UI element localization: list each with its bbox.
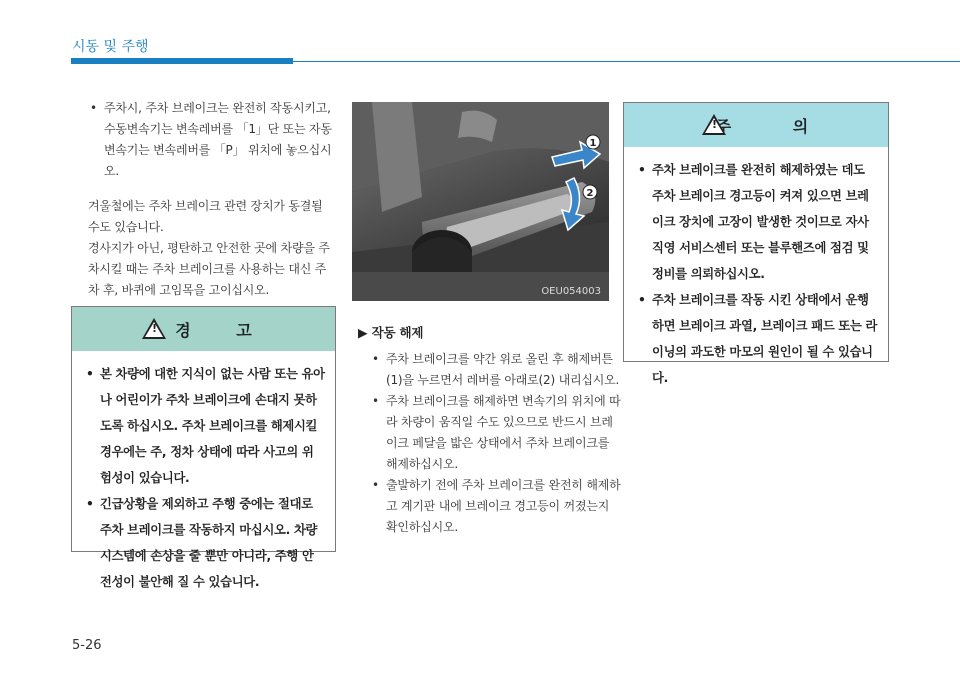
left-bullet-list [88, 98, 336, 182]
paragraph: 겨울철에는 주차 브레이크 관련 장치가 동결될 수도 있습니다. [88, 199, 323, 234]
callout-1: 1 [589, 138, 597, 149]
list-item: • 주차 브레이크를 완전히 해제하였는 데도 주차 브레이크 경고등이 켜져 있으면 브레이크 장치에 고장이 발생한 것이므로 자사 직영 서비스센터 또는 블루핸즈에 점검 및 정비를 의뢰하십시오. [636, 157, 878, 287]
header-accent-bar [71, 58, 293, 64]
caution-title: 주 의 [715, 116, 837, 136]
caution-box [623, 102, 889, 385]
middle-column [358, 322, 621, 538]
warning-triangle-icon: ! [142, 318, 166, 339]
left-column [88, 98, 336, 301]
list-item: • 주차 브레이크를 해제하면 변속기의 위치에 따라 차량이 움직일 수도 있으므로 반드시 브레이크 페달을 밟은 상태에서 주차 브레이크를 해제하십시오. [370, 391, 622, 475]
section-title: ▶ 작동 해제 [358, 325, 424, 340]
list-item: • 본 차량에 대한 지식이 없는 사람 또는 유아나 어린이가 주차 브레이크에 손대지 못하도록 하십시오. 주차 브레이크를 해제시킬 경우에는 주, 정차 상태에 따라 사고의 위험성이 있습니다. [84, 361, 325, 491]
warning-triangle-icon: ! [702, 114, 726, 135]
caution-box-header [624, 103, 888, 147]
section-header-title: 시동 및 주행 [72, 39, 149, 55]
parking-brake-photo [352, 102, 609, 301]
middle-bullet-list [358, 349, 622, 538]
list-item: • 주차 브레이크를 약간 위로 올린 후 해제버튼(1)을 누르면서 레버를 아래로(2) 내리십시오. [370, 349, 622, 391]
callout-2: 2 [586, 188, 594, 199]
warning-box [71, 306, 336, 589]
list-item: • 주차 브레이크를 작동 시킨 상태에서 운행하면 브레이크 과열, 브레이크 패드 또는 라이닝의 과도한 마모의 원인이 될 수 있습니다. [636, 287, 878, 391]
warning-box-header [72, 307, 335, 351]
caution-box-body [624, 147, 888, 391]
image-code: OEU054003 [541, 286, 601, 297]
warning-title: 경 고 [175, 320, 272, 340]
header-rule [293, 61, 960, 62]
list-item: • 출발하기 전에 주차 브레이크를 완전히 해제하고 계기판 내에 브레이크 경고등이 꺼졌는지 확인하십시오. [370, 475, 622, 538]
parking-brake-illustration [352, 102, 609, 301]
list-item: • 긴급상황을 제외하고 주행 중에는 절대로 주차 브레이크를 작동하지 마십시오. 차량 시스템에 손상을 줄 뿐만 아니라, 주행 안전성이 불안해 질 수 있습니다. [84, 491, 325, 595]
paragraph: 경사지가 아닌, 평탄하고 안전한 곳에 차량을 주차시킬 때는 주차 브레이크를 사용하는 대신 주차 후, 바퀴에 고임목을 고이십시오. [88, 241, 330, 297]
page-number: 5-26 [72, 638, 102, 653]
warning-box-body [72, 351, 335, 595]
list-item: • 주차시, 주차 브레이크는 완전히 작동시키고, 수동변속기는 변속레버를 「1」단 또는 자동변속기는 변속레버를 「P」 위치에 놓으십시오. [88, 98, 336, 182]
